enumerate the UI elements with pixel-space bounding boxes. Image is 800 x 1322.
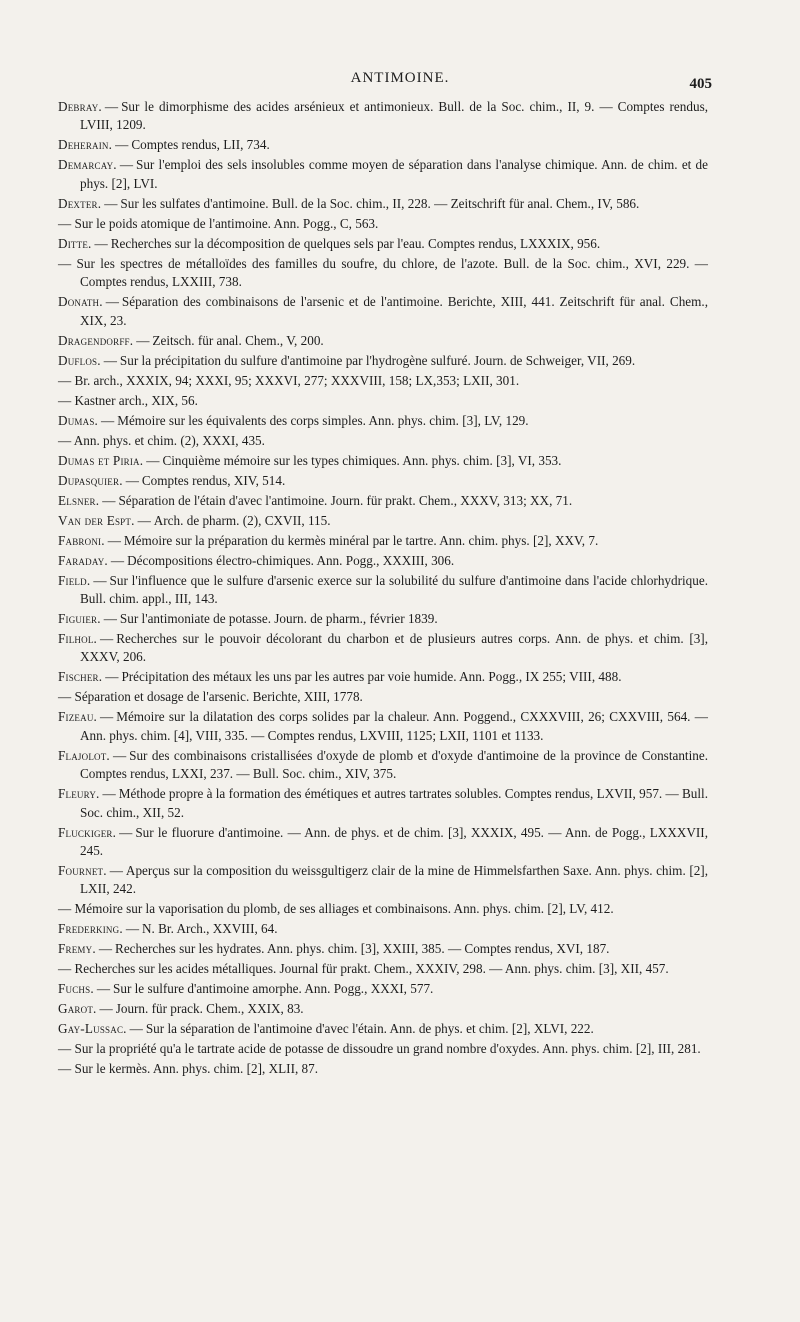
- entry-author: Demarcay.: [58, 157, 117, 173]
- bibliography-entry: [58, 1000, 708, 1018]
- entry-dash: —: [93, 572, 107, 588]
- bibliography-entry: [58, 980, 708, 998]
- entry-author: Donath.: [58, 294, 103, 310]
- entry-dash: —: [103, 352, 117, 368]
- entry-text: Recherches sur le pouvoir décolorant du charbon et de plusieurs autres corps. Ann. de phys. et chim. [3], XXXV, 206.: [80, 631, 708, 665]
- entry-dash: —: [146, 452, 160, 468]
- entry-author: Dumas.: [58, 412, 99, 428]
- bibliography-entry: [58, 332, 708, 350]
- bibliography-entry: [58, 532, 708, 550]
- bibliography-entry: [58, 392, 708, 410]
- entry-dash: —: [100, 709, 114, 725]
- entry-author: Fischer.: [58, 669, 103, 685]
- bibliography-list: [58, 98, 708, 1080]
- entry-text: Sur des combinaisons cristallisées d'oxyde de plomb et d'oxyde d'antimoine de la province de Constantine. Comptes rendus, LXXI, 237. — Bull. Soc. chim., XIV, 375.: [80, 747, 708, 782]
- entry-author: Dupasquier.: [58, 472, 123, 488]
- entry-dash: —: [98, 941, 113, 957]
- entry-text: Comptes rendus, XIV, 514.: [141, 472, 286, 488]
- entry-text: Méthode propre à la formation des émétiques et autres tartrates solubles. Comptes rendus, LXVII, 957. — Bull. Soc. chim., XII, 52.: [80, 786, 708, 820]
- entry-text: — Sur la propriété qu'a le tartrate acide de potasse de dissoudre un grand nombre d'oxydes. Ann. phys. chim. [2], III, 281.: [58, 1041, 701, 1057]
- entry-text: Décompositions électro-chimiques. Ann. Pogg., XXXIII, 306.: [127, 552, 455, 568]
- entry-dash: —: [137, 512, 151, 528]
- entry-text: Sur l'emploi des sels insolubles comme moyen de séparation dans l'analyse chimique. Ann. de chim. et de phys. [2], LVI.: [80, 157, 708, 191]
- bibliography-entry: [58, 1020, 708, 1038]
- entry-text: — Kastner arch., XIX, 56.: [58, 392, 198, 408]
- bibliography-entry: [58, 235, 708, 253]
- entry-text: — Ann. phys. et chim. (2), XXXI, 435.: [58, 432, 265, 448]
- bibliography-entry: [58, 552, 708, 570]
- entry-text: Séparation de l'étain d'avec l'antimoine. Journ. für prakt. Chem., XXXV, 313; XX, 71.: [118, 492, 573, 508]
- bibliography-entry: [58, 512, 708, 530]
- entry-dash: —: [103, 611, 117, 627]
- bibliography-entry: [58, 255, 708, 292]
- entry-dash: —: [110, 552, 125, 568]
- bibliography-entry: [58, 195, 708, 213]
- entry-dash: —: [107, 532, 121, 548]
- entry-text: Sur l'antimoniate de potasse. Journ. de pharm., février 1839.: [119, 611, 438, 627]
- entry-text: Sur les sulfates d'antimoine. Bull. de la Soc. chim., II, 228. — Zeitschrift für anal. Chem., IV, 586.: [120, 195, 640, 211]
- bibliography-entry: [58, 452, 708, 470]
- entry-text: Sur l'influence que le sulfure d'arsenic exerce sur la solubilité du sulfure d'antimoine dans l'acide chlorhydrique. Bull. chim. appl., III, 143.: [80, 572, 708, 607]
- bibliography-entry: [58, 293, 708, 330]
- bibliography-entry: [58, 824, 708, 861]
- entry-text: Sur le dimorphisme des acides arsénieux et antimonieux. Bull. de la Soc. chim., II, 9. — Comptes rendus, LVIII, 1209.: [80, 99, 708, 133]
- bibliography-entry: [58, 747, 708, 784]
- bibliography-entry: [58, 98, 708, 135]
- entry-text: Séparation des combinaisons de l'arsenic et de l'antimoine. Berichte, XIII, 441. Zeitschrift für anal. Chem., XIX, 23.: [80, 294, 708, 328]
- entry-text: Précipitation des métaux les uns par les autres par voie humide. Ann. Pogg., IX 255; VIII, 488.: [121, 669, 622, 685]
- bibliography-entry: [58, 156, 708, 193]
- entry-dash: —: [125, 921, 140, 937]
- bibliography-entry: [58, 785, 708, 822]
- bibliography-entry: [58, 432, 708, 450]
- entry-author: Dexter.: [58, 195, 102, 211]
- entry-dash: —: [105, 294, 119, 310]
- entry-dash: —: [100, 631, 114, 647]
- entry-text: Arch. de pharm. (2), CXVII, 115.: [153, 512, 331, 528]
- bibliography-entry: [58, 708, 708, 745]
- entry-text: Comptes rendus, LII, 734.: [131, 137, 270, 153]
- entry-dash: —: [104, 99, 119, 114]
- entry-author: Fournet.: [58, 863, 107, 879]
- entry-text: Journ. für prack. Chem., XXIX, 83.: [115, 1001, 304, 1017]
- entry-text: N. Br. Arch., XXVIII, 64.: [142, 921, 278, 937]
- entry-dash: —: [119, 157, 133, 173]
- entry-author: Faraday.: [58, 552, 108, 568]
- entry-text: — Br. arch., XXXIX, 94; XXXI, 95; XXXVI, 277; XXXVIII, 158; LX,353; LXII, 301.: [58, 372, 520, 388]
- entry-text: — Mémoire sur la vaporisation du plomb, de ses alliages et combinaisons. Ann. phys. chim. [2], LV, 412.: [58, 901, 614, 917]
- entry-dash: —: [112, 747, 127, 763]
- bibliography-entry: [58, 862, 708, 899]
- bibliography-entry: [58, 572, 708, 609]
- entry-author: Frederking.: [58, 921, 123, 937]
- entry-text: — Sur les spectres de métalloïdes des familles du soufre, du chlore, de l'azote. Bull. de la Soc. chim., XVI, 229. — Comptes rendus, LXXIII, 738.: [58, 255, 708, 290]
- entry-dash: —: [105, 669, 119, 685]
- entry-text: Sur la séparation de l'antimoine d'avec l'étain. Ann. de phys. et chim. [2], XLVI, 222.: [145, 1021, 594, 1037]
- bibliography-entry: [58, 352, 708, 370]
- entry-author: Elsner.: [58, 492, 100, 508]
- entry-text: Sur la précipitation du sulfure d'antimoine par l'hydrogène sulfuré. Journ. de Schweiger, VII, 269.: [119, 352, 636, 368]
- entry-dash: —: [102, 492, 116, 508]
- entry-text: Cinquième mémoire sur les types chimiques. Ann. phys. chim. [3], VI, 353.: [162, 452, 562, 468]
- running-title: ANTIMOINE.: [350, 70, 450, 86]
- bibliography-entry: [58, 630, 708, 667]
- entry-text: Sur le sulfure d'antimoine amorphe. Ann. Pogg., XXXI, 577.: [113, 981, 434, 997]
- entry-author: Dragendorff.: [58, 332, 134, 348]
- entry-author: Fizeau.: [58, 709, 98, 725]
- entry-author: Duflos.: [58, 352, 101, 368]
- bibliography-entry: [58, 940, 708, 958]
- entry-author: Filhol.: [58, 631, 98, 647]
- entry-author: Van der Espt.: [58, 512, 135, 528]
- entry-author: Debray.: [58, 99, 102, 114]
- entry-text: Mémoire sur la dilatation des corps solides par la chaleur. Ann. Poggend., CXXXVIII, 26; CXXVIII, 564. — Ann. phys. chim. [4], VIII, 335. — Comptes rendus, LXVIII, 1125; LXII, 1101 et 1133.: [80, 709, 708, 743]
- entry-author: Dumas et Piria.: [58, 452, 144, 468]
- entry-dash: —: [101, 412, 115, 428]
- entry-author: Flajolot.: [58, 747, 110, 763]
- entry-text: Mémoire sur la préparation du kermès minéral par le tartre. Ann. chim. phys. [2], XXV, 7.: [123, 532, 599, 548]
- entry-author: Fremy.: [58, 941, 96, 957]
- entry-author: Deherain.: [58, 137, 113, 153]
- bibliography-entry: [58, 472, 708, 490]
- entry-dash: —: [96, 981, 111, 997]
- entry-dash: —: [94, 235, 108, 251]
- bibliography-entry: [58, 688, 708, 706]
- entry-author: Figuier.: [58, 611, 101, 627]
- entry-author: Field.: [58, 572, 91, 588]
- entry-dash: —: [99, 1001, 113, 1017]
- entry-dash: —: [104, 195, 118, 211]
- bibliography-entry: [58, 1060, 708, 1078]
- entry-text: Aperçus sur la composition du weissgultigerz clair de la mine de Himmelsfarthen Saxe. Ann. phys. chim. [2], LXII, 242.: [80, 863, 708, 897]
- entry-dash: —: [119, 824, 133, 840]
- bibliography-entry: [58, 920, 708, 938]
- entry-dash: —: [136, 332, 150, 348]
- entry-author: Fleury.: [58, 786, 100, 802]
- bibliography-entry: [58, 900, 708, 918]
- entry-text: Recherches sur la décomposition de quelques sels par l'eau. Comptes rendus, LXXXIX, 956.: [110, 235, 601, 251]
- entry-text: Recherches sur les hydrates. Ann. phys. chim. [3], XXIII, 385. — Comptes rendus, XVI, 187.: [115, 941, 610, 957]
- bibliography-entry: [58, 372, 708, 390]
- bibliography-entry: [58, 412, 708, 430]
- entry-author: Garot.: [58, 1001, 97, 1017]
- entry-dash: —: [109, 863, 123, 879]
- entry-text: Sur le fluorure d'antimoine. — Ann. de phys. et de chim. [3], XXXIX, 495. — Ann. de Pogg., LXXXVII, 245.: [80, 824, 708, 859]
- entry-text: Mémoire sur les équivalents des corps simples. Ann. phys. chim. [3], LV, 129.: [117, 412, 529, 428]
- entry-text: Zeitsch. für anal. Chem., V, 200.: [152, 332, 324, 348]
- entry-text: — Sur le poids atomique de l'antimoine. Ann. Pogg., C, 563.: [58, 215, 379, 231]
- bibliography-entry: [58, 215, 708, 233]
- page-number: 405: [689, 76, 712, 92]
- bibliography-entry: [58, 1040, 708, 1058]
- entry-dash: —: [129, 1021, 143, 1037]
- entry-text: — Recherches sur les acides métalliques. Journal für prakt. Chem., XXXIV, 298. — Ann. phys. chim. [3], XII, 457.: [58, 961, 669, 977]
- entry-author: Fluckiger.: [58, 824, 117, 840]
- entry-dash: —: [115, 137, 129, 153]
- bibliography-entry: [58, 136, 708, 154]
- bibliography-entry: [58, 610, 708, 628]
- bibliography-entry: [58, 960, 708, 978]
- entry-dash: —: [102, 786, 116, 802]
- entry-author: Ditte.: [58, 235, 92, 251]
- entry-dash: —: [125, 472, 139, 488]
- bibliography-entry: [58, 668, 708, 686]
- entry-author: Fabroni.: [58, 532, 105, 548]
- entry-author: Fuchs.: [58, 981, 94, 997]
- entry-text: — Sur le kermès. Ann. phys. chim. [2], XLII, 87.: [58, 1061, 319, 1077]
- bibliography-entry: [58, 492, 708, 510]
- entry-text: — Séparation et dosage de l'arsenic. Berichte, XIII, 1778.: [58, 689, 363, 705]
- entry-author: Gay-Lussac.: [58, 1021, 127, 1037]
